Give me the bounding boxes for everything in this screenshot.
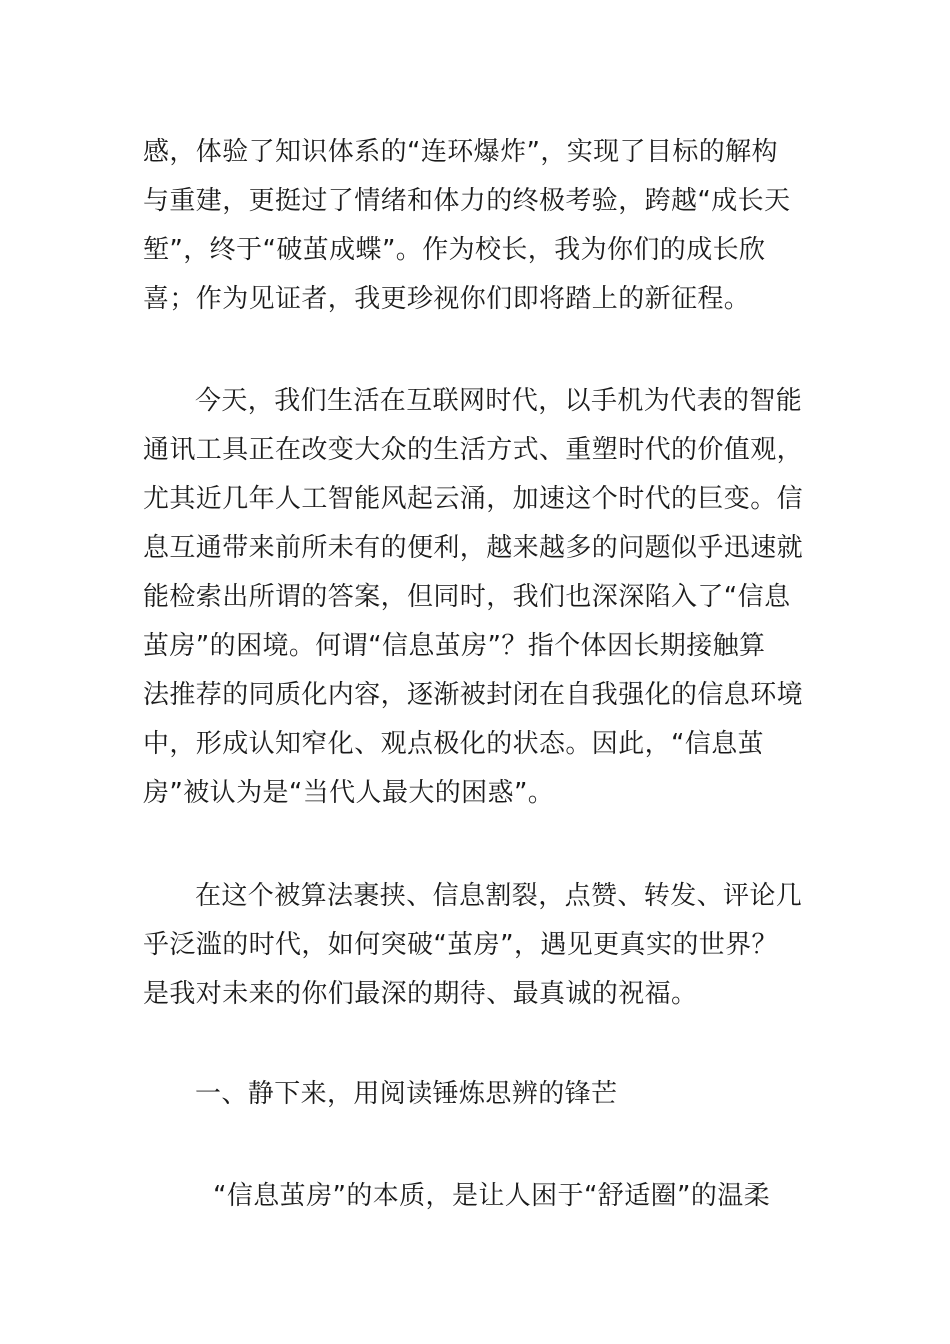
section-heading [143, 1070, 807, 1119]
text-line: 通讯工具正在改变大众的生活方式、重塑时代的价值观， [143, 435, 804, 465]
text-line: 茧房”的困境。何谓“信息茧房”？指个体因长期接触算 [143, 631, 766, 661]
text-line: 房”被认为是“当代人最大的困惑”。 [143, 778, 555, 808]
paragraph-3 [143, 872, 807, 1019]
text-line: 与重建，更挺过了情绪和体力的终极考验，跨越“成长天 [143, 186, 791, 216]
text-line: 乎泛滥的时代，如何突破“茧房”，遇见更真实的世界？ [143, 930, 778, 960]
paragraph-2 [143, 377, 807, 818]
text-line: 中，形成认知窄化、观点极化的状态。因此，“信息茧 [143, 729, 765, 759]
paragraph-1 [143, 128, 807, 324]
text-line: 尤其近几年人工智能风起云涌，加速这个时代的巨变。信 [143, 484, 804, 514]
text-line: 法推荐的同质化内容，逐渐被封闭在自我强化的信息环境 [143, 680, 804, 710]
text-line: 能检索出所谓的答案，但同时，我们也深深陷入了“信息 [143, 582, 791, 612]
text-line: 喜；作为见证者，我更珍视你们即将踏上的新征程。 [143, 284, 751, 314]
text-line: 堑”，终于“破茧成蝶”。作为校长，我为你们的成长欣 [143, 235, 766, 265]
text-line: 息互通带来前所未有的便利，越来越多的问题似乎迅速就 [143, 533, 804, 563]
text-line: 在这个被算法裹挟、信息割裂，点赞、转发、评论几 [195, 881, 803, 911]
paragraph-4 [143, 1172, 807, 1221]
text-line: 感，体验了知识体系的“连环爆炸”，实现了目标的解构 [143, 137, 778, 167]
heading-text: 一、静下来，用阅读锤炼思辨的锋芒 [195, 1079, 618, 1109]
text-line: “信息茧房”的本质，是让人困于“舒适圈”的温柔 [213, 1181, 771, 1211]
text-line: 今天，我们生活在互联网时代，以手机为代表的智能 [195, 386, 803, 416]
text-line: 是我对未来的你们最深的期待、最真诚的祝福。 [143, 979, 698, 1009]
